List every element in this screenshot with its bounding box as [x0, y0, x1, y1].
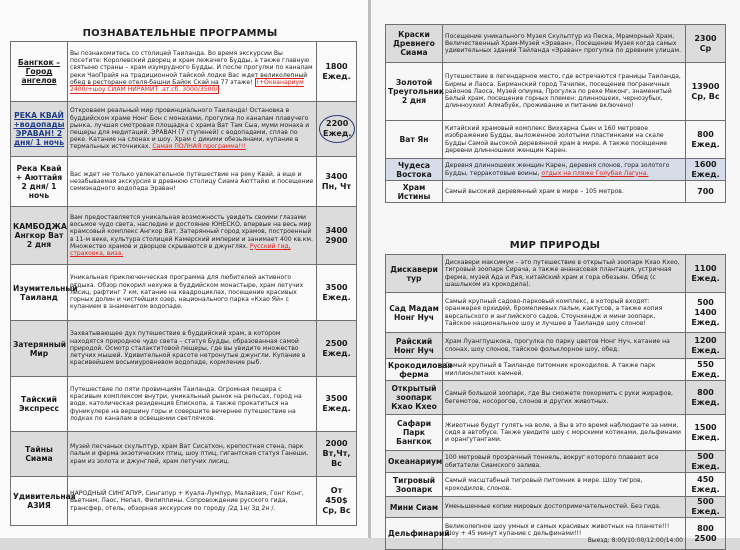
program-price: 2500 — [325, 338, 348, 348]
nature-programs-table — [385, 254, 726, 550]
program-name: Золотой Треугольник 2 дня — [388, 78, 444, 105]
program-description: Храм Луангпушкока, прогулка по парку цветов Нонг Нуч, катание на слонах, шоу слонов, тайское фольклорное шоу, обед. — [445, 338, 670, 353]
history-programs-table — [385, 24, 726, 203]
program-name: Краски Древнего Сиама — [393, 30, 435, 57]
table-row — [386, 451, 726, 473]
program-frequency: Ежед. — [322, 292, 351, 302]
program-name: Тайский Экспресс — [18, 395, 60, 413]
program-name: Затерянный Мир — [13, 339, 67, 358]
program-frequency: Ежед. — [691, 507, 720, 516]
program-frequency: Ежед. — [322, 71, 351, 81]
program-name: Открытый зоопарк Кхао Кхео — [391, 384, 437, 411]
program-description: Деревня длинношеих женщин Карен, деревня слонов, гора золотого Будды, терракотовые воины, — [445, 162, 670, 177]
left-page — [0, 0, 368, 538]
program-note: отдых на пляже Голубая Лагуна. — [541, 169, 649, 177]
program-name: Сафари Парк Бангкок — [396, 419, 432, 446]
program-frequency: Ежед. — [323, 129, 352, 138]
program-description: Самый масштабный тигровый питомник в мире. Шоу тигров, крокодилов, слонов. — [445, 477, 643, 492]
program-price: 2300 — [694, 33, 717, 43]
section-title-cognitive: ПОЗНАВАТЕЛЬНЫЕ ПРОГРАММЫ — [82, 28, 278, 39]
table-row — [386, 181, 726, 203]
program-price: 700 — [697, 186, 714, 196]
table-row — [11, 157, 357, 207]
table-row — [11, 42, 357, 102]
program-name: Сад Мадам Нонг Нуч — [389, 303, 439, 322]
program-name: КАМБОДЖА Ангкор Ват 2 дня — [13, 222, 67, 249]
table-row — [386, 293, 726, 333]
price-circle — [319, 115, 355, 143]
table-row — [11, 207, 357, 265]
program-name: Бангкок – Город ангелов — [17, 58, 61, 85]
program-frequency: Ср, Вс — [322, 506, 351, 515]
program-price: 2000 — [325, 439, 348, 448]
program-price: 500 — [697, 451, 714, 461]
program-description: Путешествие в легендарное место, где встречаются границы Таиланда, Бирмы и Лаоса. Бирманский город Тачилек, посещение пограничных районов Лаоса, Музей опиума, Прогулка по реке Меконг, знаменитый Белый храм, посещение горных племен: длинношеих, чернозубых, длинноухих! Алмабуёк, проживание и питание включено! — [445, 73, 681, 110]
program-frequency: Ежед. — [322, 404, 351, 413]
program-note: Русский гид, страховка, виза. — [70, 242, 291, 257]
cognitive-programs-table — [10, 41, 357, 526]
program-name: Райский Нонг Нуч — [394, 336, 434, 355]
program-price: 450 — [697, 474, 714, 484]
program-name: Тигровый Зоопарк — [392, 475, 436, 494]
program-price: 3400 2900 — [325, 225, 348, 245]
program-price: 2200 — [326, 119, 349, 128]
program-frequency: Ежед. — [691, 273, 720, 283]
program-price: 1200 — [694, 335, 717, 345]
program-price: 3500 — [325, 394, 348, 403]
program-frequency: Ежед. — [691, 484, 720, 494]
program-description: Музей песчаных скульптур, храм Ват Сисатхон, крепостная стена, парк пальм и ферма экзотических птиц, шоу птиц, гигантская статуя Ганеши, храм из золота и джунглей, храм летучих лисиц. — [70, 443, 309, 465]
table-row — [11, 477, 357, 526]
table-row — [386, 63, 726, 121]
table-row — [11, 102, 357, 157]
program-description: Великолепное шоу умных и самых красивых животных на планете!!! Шоу + 45 минут купание с дельфинами!!! — [445, 522, 670, 537]
program-price: 800 — [697, 129, 714, 139]
program-price: 500 1400 — [694, 297, 717, 317]
program-description: Уникальная приключенческая программа для любителей активного отдыха. Обзор покорил нехуже в буддийском монастыре, храм летучих лисиц, рафтинг 7 км, катание на квадроциклах, посещение красивых горных долин и чистейших озер, национального парка «Кхао Яй» с купанием в знаменитом водопаде. — [70, 274, 304, 311]
program-price: 13900 — [691, 81, 720, 91]
program-description: 100 метровый прозрачный тоннель, вокруг которого плавают все обитатели Сиамского залива. — [445, 454, 659, 469]
program-description: Посещение уникального Музея Скульптур из Песка, Мраморный Храм, Величественный Храм-Музей «Эраван», Посещение Музея когда самых удивительных зданий Тайланда «Эраван» прогулка по древним улицам. — [445, 32, 682, 55]
program-frequency: Вт,Чт, Вс — [322, 449, 351, 468]
program-name: Крокодиловая ферма — [388, 360, 453, 379]
table-row — [386, 518, 726, 550]
program-name: Дискавери тур — [390, 264, 438, 283]
table-row — [386, 25, 726, 63]
program-frequency: Ежед. — [322, 348, 351, 358]
table-row — [386, 121, 726, 159]
program-description: Вам предоставляется уникальная возможность увидеть своими глазами восьмое чудо света, наследие и достояние ЮНЕСКО, впервые на весь мир крамсовый комплекс Ангкор Ват. Затерянный город храмов, построенный в 11-м веке, культура столицей Камерский империи и занимает 400 кв.км. Множество храмов и дворцов скрываются в джунглях. — [70, 213, 313, 250]
table-row — [11, 265, 357, 321]
program-description: Вы познакомитесь со столицей Таиланда. Во время экскурсии Вы посетите: Королевский дворец и храм лежачего Будды, а также главную святыню страны – храм изумрудного Будды. И после прогулки по каналам реки ЧаоПрайя на традиционной тайской лодке Вас ждет великолепный обед в ресторане отеля-башни Байок Скай на 77 этаже! — [70, 49, 313, 86]
program-price: 1100 — [694, 263, 717, 273]
program-description: Дискавери максимум – это путешествие в открытый зоопарк Кхао Кхео, тигровый зоопарк Сирача, а также ананасовая плантация, устричная ферма, музей Ада и Рая, китайский храм и гора обезьян. Обед (с шашлыком из крокодила). — [445, 259, 680, 288]
program-frequency: Ежед. — [691, 317, 720, 327]
program-name: РЕКА КВАЙ +водопады ЭРАВАН! 2 дня/ 1 ночь — [13, 111, 65, 147]
program-price: 800 — [697, 387, 714, 397]
table-row — [386, 497, 726, 518]
program-frequency: Ежед. — [691, 461, 720, 471]
program-description: Откроваем реальный мир провинциального Таиланда! Остановка в буддийском храме Нонг Бон с монахами, прогулка по каналам плавучего рынка, лучшая смотровая площадка с храма Ват Там Сыа, муми монаха и пещеры для медитаций. ЭРАВАН (7 ступеней) с водопадами, сплав по реке. Катание на слонах и шоу. Храм с дикими обезьянами, купание в термальных источниках. — [70, 107, 310, 151]
program-description: Самый крупный в Таиланде питомник крокодилов. А также парк миллионлетних камней. — [445, 362, 656, 377]
program-frequency: Ежед. — [691, 397, 720, 407]
program-price: 1600 — [694, 159, 717, 169]
program-description: Животные будут гулять на воле, а Вы в это время наблюдаете за ними, сидя в автобусе. Также увидите шоу с морскими котиками, дельфинами и орангутангами. — [445, 421, 681, 444]
program-note: Самая ПОЛНАЯ программа!!! — [152, 143, 246, 151]
program-name: Храм Истины — [397, 182, 431, 201]
program-frequency: Пн, Чт — [321, 181, 352, 191]
program-description: Самый высокий деревянный храм в мире – 105 метров. — [445, 187, 624, 195]
table-row — [386, 255, 726, 293]
program-description: Путешествие по пяти провинциям Таиланда. Огромная пещера с красивым комплексом внутри, уникальный рынок на рельсах, город на воде, католическая резиденция Епископа, а также прокатиться на фуникулере на вершину горы и совершите вечернее путешествие на лодках по каналам в освещении светлячков. — [70, 385, 302, 422]
program-name: Изумительный Таиланд — [13, 283, 78, 302]
program-name: Тайны Сиама — [25, 445, 53, 463]
section-title-nature: МИР ПРИРОДЫ — [509, 240, 601, 251]
table-row — [11, 432, 357, 477]
table-row — [386, 359, 726, 381]
program-description: Вас ждет не только увлекательное путешествие на реку Квай, а еще и незабываемая экскурсия в древнюю столицу Сиама Аюттайю и посещение семиэкадного водопада Эраван! — [70, 170, 314, 193]
program-frequency: Ср — [699, 43, 712, 53]
program-frequency: Ежед. — [691, 169, 720, 179]
program-frequency: Ср, Вс — [691, 91, 720, 101]
program-note: (+Океанариум 2400/+шоу СИАМ НИРАМИТ .ат.сб. 3000/3500/ — [70, 78, 304, 93]
program-name: Мини Сиам — [389, 502, 439, 512]
program-frequency: Ежед. — [691, 345, 720, 355]
program-price: 1500 — [694, 422, 717, 432]
program-name: Удивительная АЗИЯ — [13, 492, 76, 510]
program-description: Китайский храмовый комплекс Виххарна Сьен и 160 метровое изображение Будды, выложенное золотыми пластинками на скале Будды Самой высокой деревянной храм в мире. А также посещение деревни длинношеих женщин Карен. — [445, 125, 667, 154]
program-name: Ват Ян — [399, 135, 429, 144]
table-row — [386, 381, 726, 415]
table-row — [11, 377, 357, 432]
program-description: Захватывающее дух путешествие в буддийский храм, в котором находятся природное чудо света – статуя Будды, образованная самой природой. Осмотр сталактитовой пещеры, где вы увидите множество летучих мышей. Удивительной красоте нетронутые джунгли. Купание в красивейшем восьмиуровневом водопаде, кормление рыб. — [70, 330, 306, 367]
program-description: Уменьшенные копии мировых достопримечательностей. Без гида. — [445, 503, 661, 511]
program-price: 800 2500 — [694, 523, 717, 543]
table-row — [386, 415, 726, 451]
program-price: 1800 — [325, 61, 348, 71]
program-name: Дельфинарий — [388, 529, 450, 538]
program-description: НАРОДНЫЙ СИНГАПУР, Сингапур + Куала-Лумпур, Малайзия, Гонг Конг, Вьетнам, Лаос, Непал, Филиппины. Сопровождение русского гида, трансфер, отель, обзорная экскурсия по городу /2д 1н/ 3д 2н /. — [70, 490, 304, 512]
program-description: Самый крупный садово-парковый комплекс, в который входят: оранжерея орхидей, бромелиевых пальм, кактусов, а также копия версальского и английского садов, Стоунхендж и мини зоопарк, Тайское национальное шоу и лучшее в Таиланде шоу слонов! — [445, 298, 663, 327]
program-name: Река Квай + Аюттайя 2 дня/ 1 ночь — [15, 163, 63, 200]
table-row — [386, 159, 726, 181]
departure-times: Выезд: 8:00/10:00/12:00/14:00 — [587, 537, 683, 545]
program-frequency: Ежед. — [691, 139, 720, 149]
table-row — [386, 333, 726, 359]
program-description: Самый большой зоопарк, где Вы сможете покормить с руки жирафов, бегемотов, носорогов, слонов и других животных. — [445, 390, 673, 405]
table-row — [11, 321, 357, 377]
program-price: От 450$ — [325, 486, 348, 505]
program-price: 3400 — [325, 171, 348, 181]
program-name: Чудеса Востока — [396, 160, 432, 179]
program-name: Океанариум — [388, 457, 443, 466]
program-frequency: Ежед. — [691, 369, 720, 379]
program-price: 550 — [697, 359, 714, 369]
program-price: 3500 — [325, 282, 348, 292]
program-price: 500 — [697, 497, 714, 506]
program-frequency: Ежед. — [691, 432, 720, 442]
right-page — [371, 0, 740, 545]
table-row — [386, 473, 726, 497]
